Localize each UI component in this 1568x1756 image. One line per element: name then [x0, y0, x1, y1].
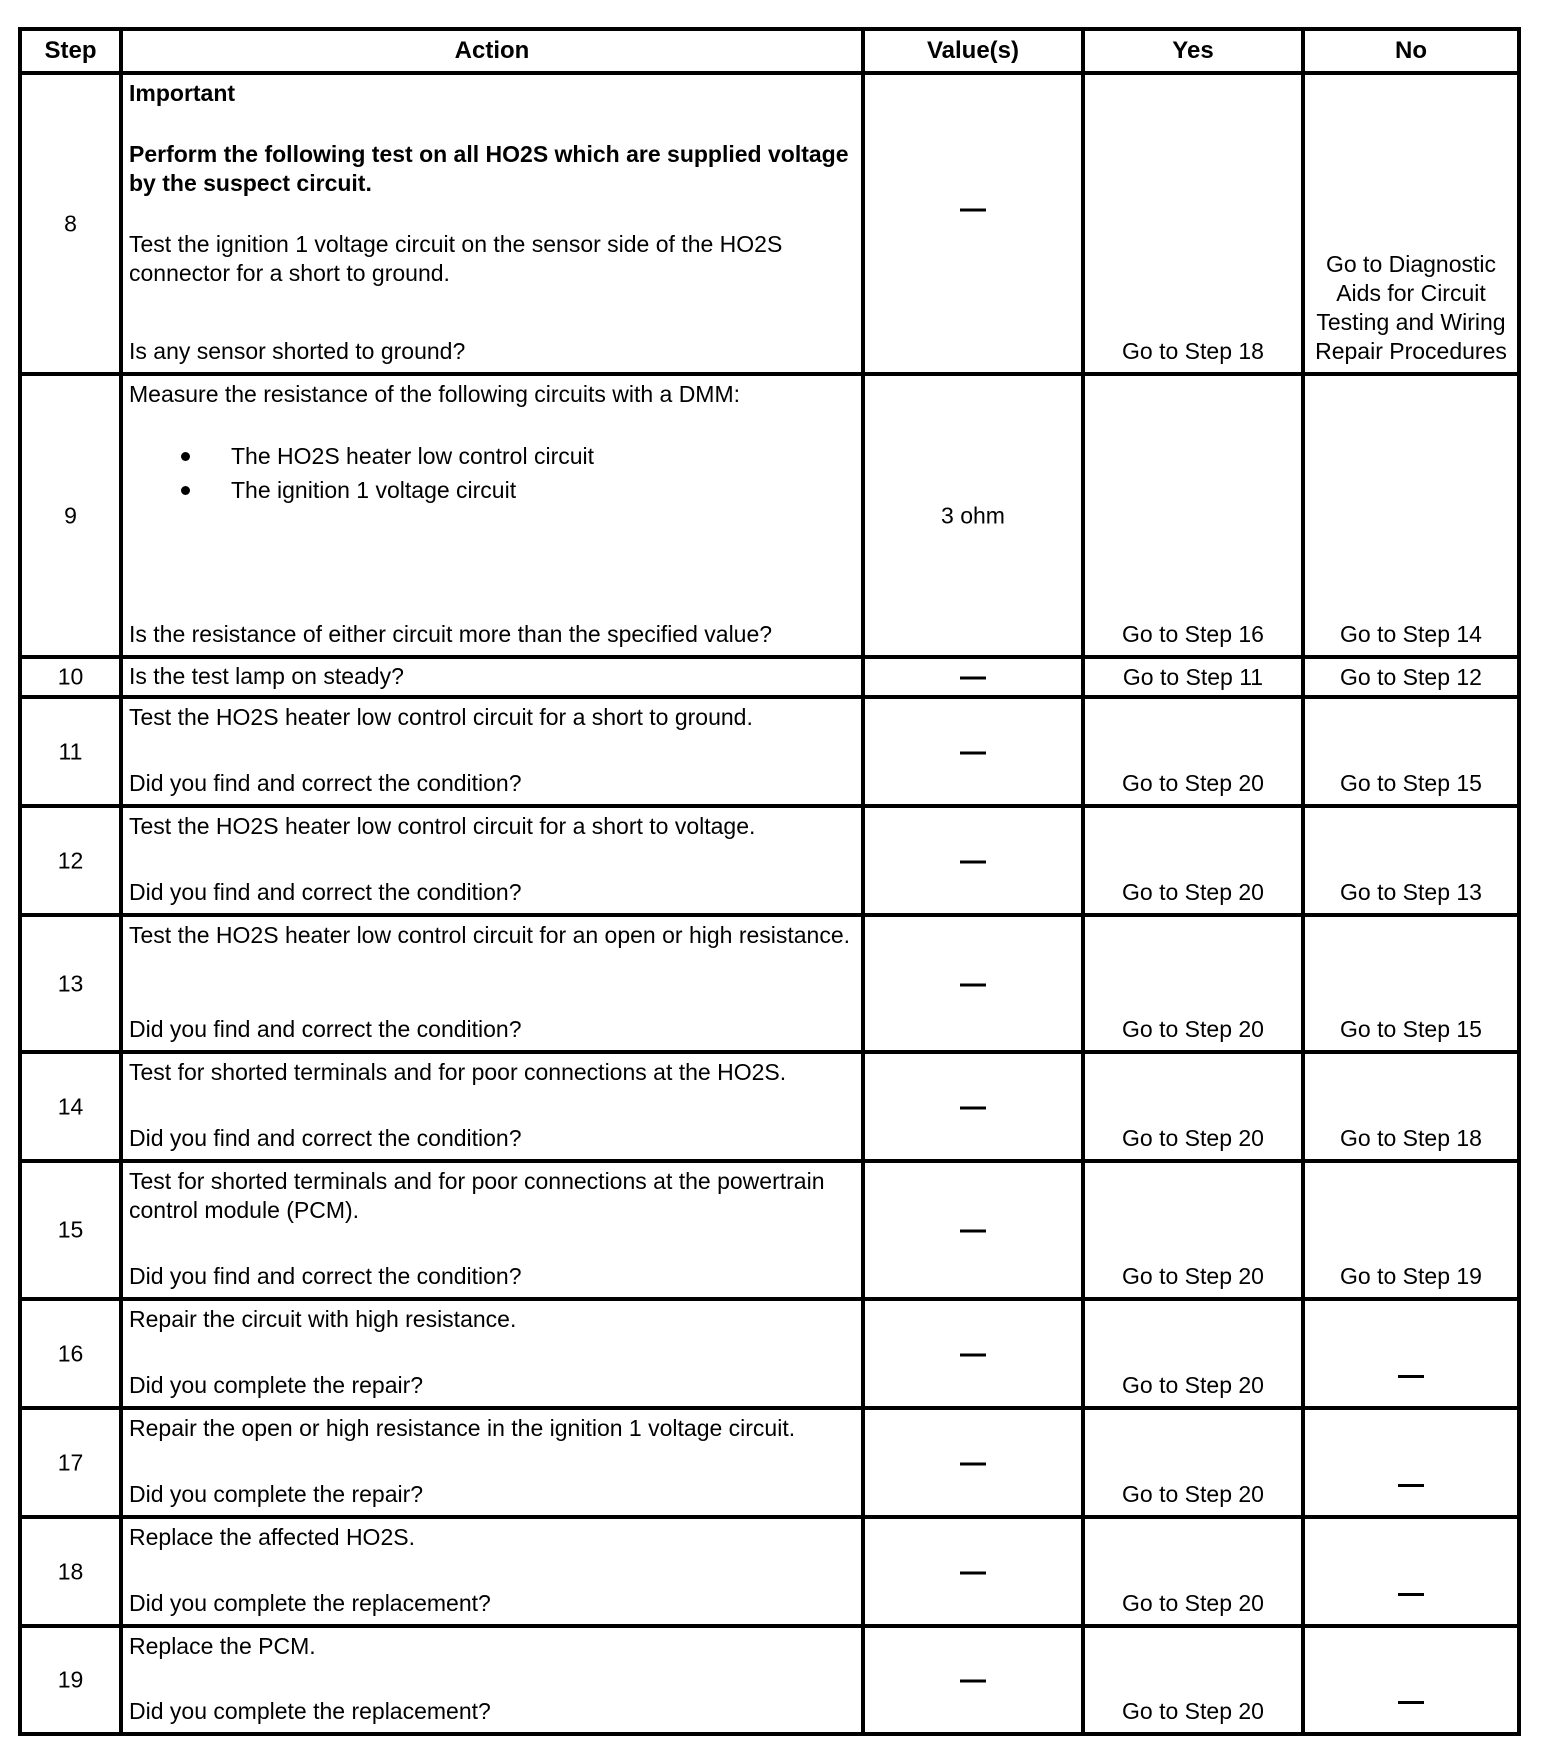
yes-link[interactable]: Go to Step 20 — [1122, 1125, 1264, 1151]
value-text: 3 ohm — [941, 502, 1005, 528]
no-link[interactable]: Go to Step 18 — [1340, 1125, 1482, 1151]
table-row-step-13 — [22, 913, 1517, 1050]
table-row-step-14 — [22, 1050, 1517, 1159]
dash-icon — [960, 1462, 986, 1465]
table-row-step-17 — [22, 1406, 1517, 1515]
dash-icon — [1398, 1701, 1424, 1704]
yes-link[interactable]: Go to Step 16 — [1122, 621, 1264, 647]
dash-icon — [960, 1680, 986, 1683]
step-number: 14 — [57, 1093, 84, 1119]
dash-icon — [960, 677, 986, 680]
table-row-step-16 — [22, 1297, 1517, 1406]
no-link[interactable]: Go to Step 19 — [1340, 1263, 1482, 1289]
no-link[interactable]: Go to Step 15 — [1340, 770, 1482, 796]
action-instruction: Test the ignition 1 voltage circuit on the sensor side of the HO2S connector for a short to ground. — [129, 231, 783, 286]
action-question: Did you find and correct the condition? — [129, 879, 522, 905]
yes-link[interactable]: Go to Step 20 — [1122, 879, 1264, 905]
dash-icon — [960, 209, 986, 212]
action-instruction: Test the HO2S heater low control circuit for an open or high resistance. — [129, 922, 851, 948]
action-question: Is the test lamp on steady? — [129, 663, 404, 689]
action-instruction: Test the HO2S heater low control circuit for a short to ground. — [129, 704, 753, 730]
step-number: 19 — [57, 1666, 84, 1693]
dash-icon — [960, 1353, 986, 1356]
dash-icon — [960, 1571, 986, 1574]
step-number: 10 — [57, 663, 84, 690]
yes-link[interactable]: Go to Step 20 — [1122, 1481, 1264, 1507]
dash-icon — [960, 1106, 986, 1109]
table-row-step-12 — [22, 804, 1517, 913]
dash-icon — [1398, 1484, 1424, 1487]
dash-icon — [960, 860, 986, 863]
action-question: Did you find and correct the condition? — [129, 770, 522, 796]
dash-icon — [1398, 1375, 1424, 1378]
no-link[interactable]: Go to Step 13 — [1340, 879, 1482, 905]
action-question: Did you complete the repair? — [129, 1372, 424, 1398]
step-number: 13 — [57, 970, 84, 996]
action-instruction: Replace the PCM. — [129, 1633, 316, 1659]
no-link[interactable]: Go to Step 14 — [1340, 621, 1482, 647]
action-instruction: Repair the open or high resistance in the ignition 1 voltage circuit. — [129, 1415, 796, 1441]
bullet-list — [129, 439, 855, 507]
no-link[interactable]: Go to Step 12 — [1340, 664, 1482, 690]
action-question: Did you find and correct the condition? — [129, 1016, 522, 1042]
yes-link[interactable]: Go to Step 20 — [1122, 1698, 1264, 1724]
header-action: Action — [119, 31, 861, 71]
yes-link[interactable]: Go to Step 11 — [1122, 664, 1264, 690]
dash-icon — [960, 751, 986, 754]
action-question: Is the resistance of either circuit more than the specified value? — [129, 621, 773, 647]
action-question: Did you find and correct the condition? — [129, 1263, 522, 1289]
yes-link[interactable]: Go to Step 20 — [1122, 770, 1264, 796]
action-question: Did you find and correct the condition? — [129, 1125, 522, 1151]
yes-link[interactable]: Go to Step 20 — [1122, 1016, 1264, 1042]
step-number: 16 — [57, 1340, 84, 1366]
dash-icon — [960, 1230, 986, 1233]
action-question: Is any sensor shorted to ground? — [129, 338, 466, 364]
action-instruction: Repair the circuit with high resistance. — [129, 1306, 517, 1332]
action-instruction: Test for shorted terminals and for poor connections at the powertrain control module (PCM). — [129, 1168, 825, 1223]
step-number: 18 — [57, 1558, 84, 1584]
table-row-step-15 — [22, 1159, 1517, 1297]
header-yes: Yes — [1081, 31, 1301, 71]
no-link[interactable]: Go to Step 15 — [1340, 1016, 1482, 1042]
action-question: Did you complete the replacement? — [129, 1590, 491, 1616]
yes-link[interactable]: Go to Step 20 — [1122, 1263, 1264, 1289]
important-label: Important — [129, 80, 236, 106]
action-instruction: Measure the resistance of the following circuits with a DMM: — [129, 381, 741, 407]
action-instruction: Test for shorted terminals and for poor connections at the HO2S. — [129, 1059, 787, 1085]
yes-link[interactable]: Go to Step 18 — [1122, 338, 1264, 364]
bullet-item: The ignition 1 voltage circuit — [231, 473, 855, 507]
step-number: 8 — [64, 210, 77, 236]
diagnostic-table — [18, 27, 1521, 1736]
table-row-step-18 — [22, 1515, 1517, 1624]
step-number: 11 — [58, 738, 83, 764]
dash-icon — [960, 983, 986, 986]
table-row-step-11 — [22, 695, 1517, 804]
header-step: Step — [44, 37, 97, 64]
bullet-item: The HO2S heater low control circuit — [231, 439, 855, 473]
table-header-row — [22, 31, 1517, 71]
action-question: Did you complete the repair? — [129, 1481, 424, 1507]
table-row-step-10 — [22, 655, 1517, 695]
action-question: Did you complete the replacement? — [129, 1698, 491, 1724]
header-value: Value(s) — [861, 31, 1081, 71]
action-instruction: Test the HO2S heater low control circuit for a short to voltage. — [129, 813, 756, 839]
header-no: No — [1301, 31, 1517, 71]
table-row-step-9 — [22, 372, 1517, 655]
step-number: 15 — [57, 1216, 84, 1243]
action-instruction: Replace the affected HO2S. — [129, 1524, 415, 1550]
yes-link[interactable]: Go to Step 20 — [1122, 1372, 1264, 1398]
step-number: 9 — [64, 502, 77, 528]
step-number: 17 — [57, 1449, 84, 1475]
step-number: 12 — [57, 847, 84, 873]
no-link[interactable]: Go to Diagnostic Aids for Circuit Testing and Wiring Repair Procedures — [1315, 251, 1507, 364]
important-text: Perform the following test on all HO2S which are supplied voltage by the suspect circuit. — [129, 141, 849, 196]
table-row-step-8 — [22, 71, 1517, 372]
yes-link[interactable]: Go to Step 20 — [1122, 1590, 1264, 1616]
table-row-step-19 — [22, 1624, 1517, 1732]
dash-icon — [1398, 1593, 1424, 1596]
